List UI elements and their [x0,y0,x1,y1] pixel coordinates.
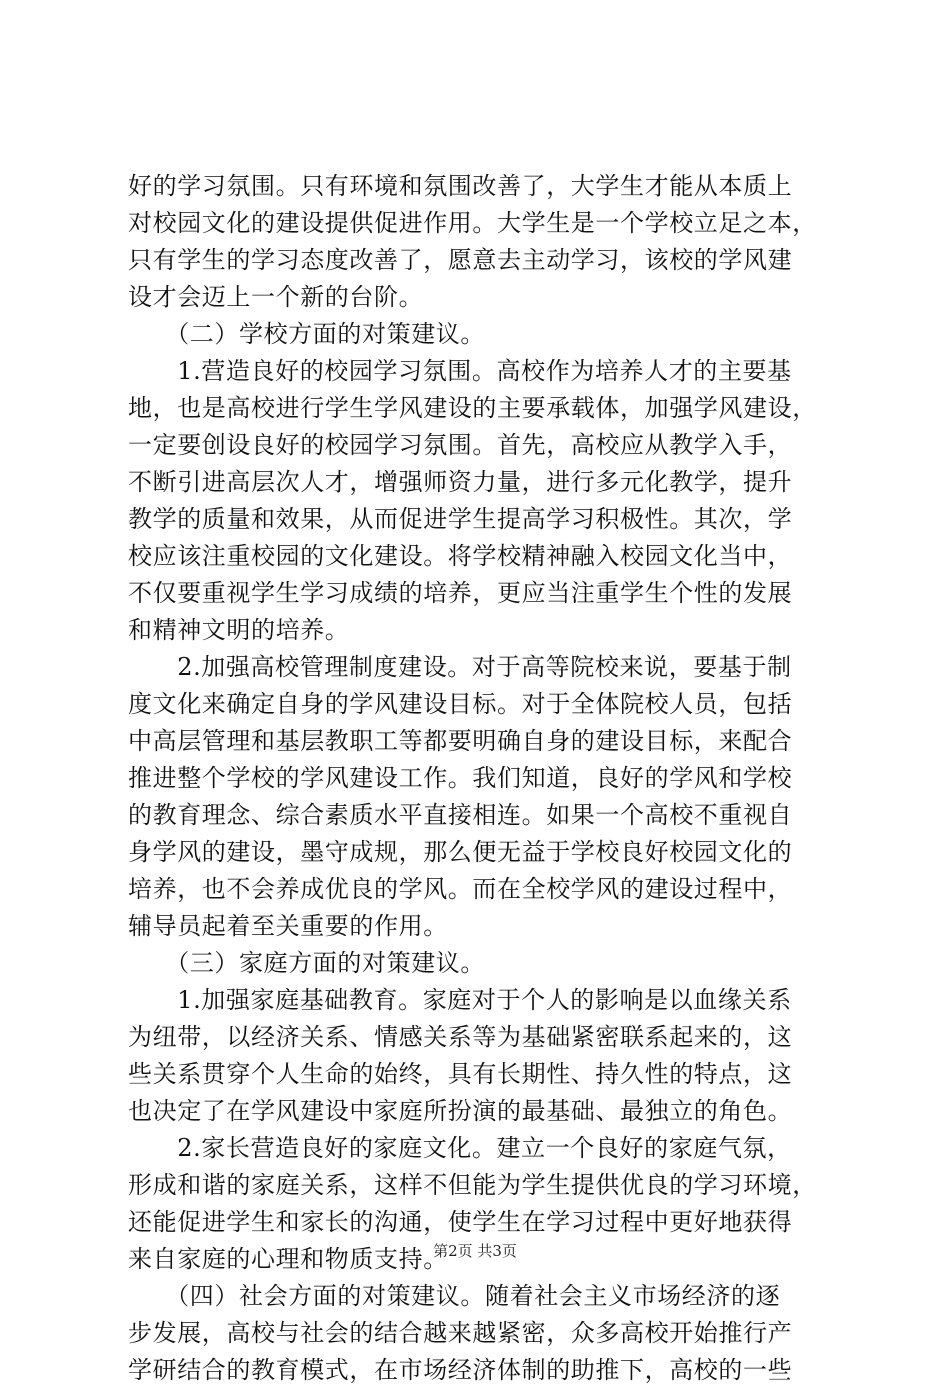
text-line: 对校园文化的建设提供促进作用。大学生是一个学校立足之本， [128,209,817,237]
text-line: 的教育理念、综合素质水平直接相连。如果一个高校不重视自 [128,801,793,829]
section-heading: （四）社会方面的对策建议。随着社会主义市场经济的逐 [128,1282,781,1310]
text-line: 辅导员起着至关重要的作用。 [128,912,448,940]
section-heading: （二）学校方面的对策建议。 [128,320,485,348]
text-line: 好的学习氛围。只有环境和氛围改善了，大学生才能从本质上 [128,172,793,200]
text-line: 不仅要重视学生学习成绩的培养，更应当注重学生个性的发展 [128,579,793,607]
text-line: 一定要创设良好的校园学习氛围。首先，高校应从教学入手， [128,431,793,459]
text-line: 设才会迈上一个新的台阶。 [128,283,424,311]
text-line: 培养，也不会养成优良的学风。而在全校学风的建设过程中， [128,875,793,903]
text-line: 校应该注重校园的文化建设。将学校精神融入校园文化当中， [128,542,793,570]
text-line: 和精神文明的培养。 [128,616,350,644]
text-line: 1.营造良好的校园学习氛围。高校作为培养人才的主要基 [128,357,792,385]
text-line: 教学的质量和效果，从而促进学生提高学习积极性。其次，学 [128,505,793,533]
text-line: 学研结合的教育模式，在市场经济体制的助推下，高校的一些 [128,1356,793,1384]
text-line: 中高层管理和基层教职工等都要明确自身的建设目标，来配合 [128,727,793,755]
text-line: 度文化来确定自身的学风建设目标。对于全体院校人员，包括 [128,690,793,718]
page-number-footer: 第2页 共3页 [433,1242,517,1260]
text-line: 2.家长营造良好的家庭文化。建立一个良好的家庭气氛， [128,1134,792,1162]
text-line: 只有学生的学习态度改善了，愿意去主动学习，该校的学风建 [128,246,793,274]
text-line: 来自家庭的心理和物质支持。 [128,1245,448,1273]
text-line: 也决定了在学风建设中家庭所扮演的最基础、最独立的角色。 [128,1097,793,1125]
text-line: 些关系贯穿个人生命的始终，具有长期性、持久性的特点，这 [128,1060,793,1088]
text-line: 2.加强高校管理制度建设。对于高等院校来说，要基于制 [128,653,792,681]
text-line: 身学风的建设，墨守成规，那么便无益于学校良好校园文化的 [128,838,793,866]
section-heading: （三）家庭方面的对策建议。 [128,949,485,977]
text-line: 1.加强家庭基础教育。家庭对于个人的影响是以血缘关系 [128,986,792,1014]
text-line: 还能促进学生和家长的沟通，使学生在学习过程中更好地获得 [128,1208,793,1236]
text-line: 推进整个学校的学风建设工作。我们知道，良好的学风和学校 [128,764,793,792]
text-line: 地，也是高校进行学生学风建设的主要承载体，加强学风建设， [128,394,817,422]
document-body [128,168,828,1389]
text-line: 为纽带，以经济关系、情感关系等为基础紧密联系起来的，这 [128,1023,793,1051]
text-line: 形成和谐的家庭关系，这样不但能为学生提供优良的学习环境， [128,1171,817,1199]
text-line: 步发展，高校与社会的结合越来越紧密，众多高校开始推行产 [128,1319,793,1347]
text-line: 不断引进高层次人才，增强师资力量，进行多元化教学，提升 [128,468,793,496]
